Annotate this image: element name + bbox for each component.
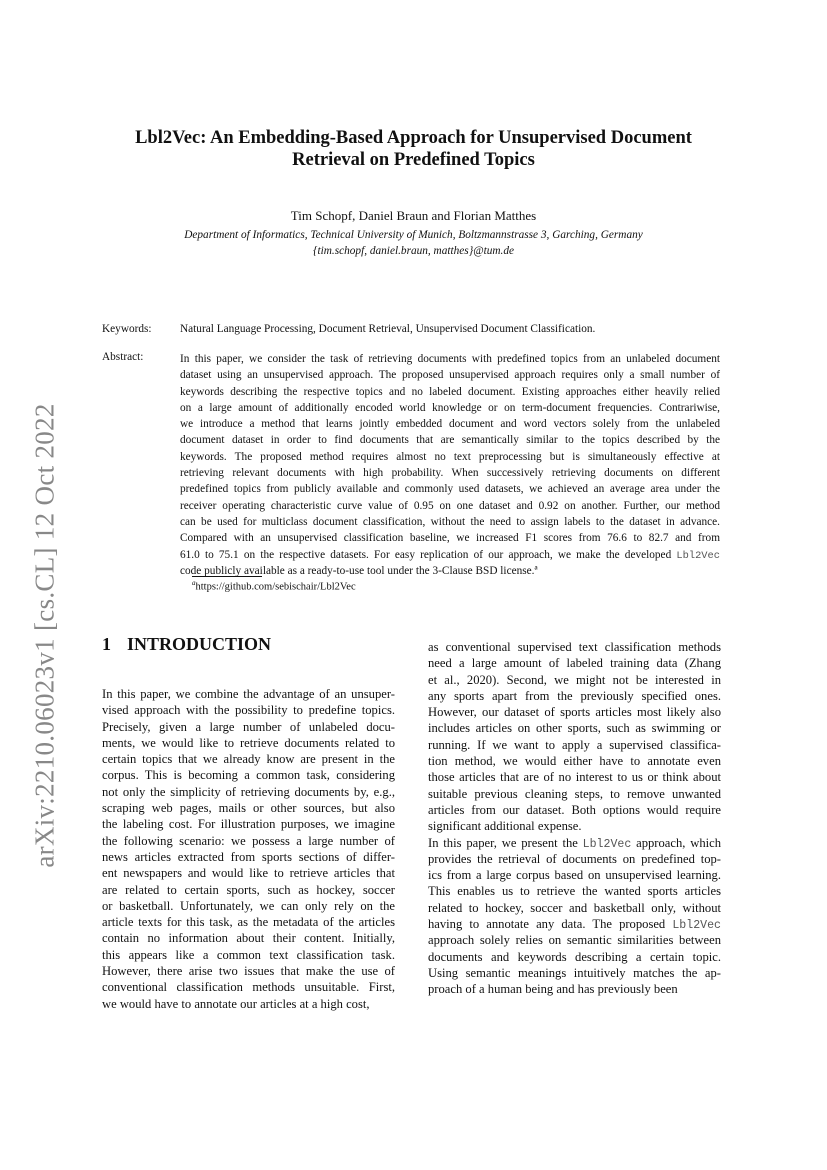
section-heading <box>102 634 271 655</box>
text-line: proach of a human being and has previously been <box>428 982 678 997</box>
text-line: keywords. The proposed method requires almost no text preprocessing but is simultaneously effective at <box>180 450 720 463</box>
text-line: Compared with an unsupervised classification baseline, we increased F1 scores from 76.6 to 82.7 and from <box>180 532 720 545</box>
text-line: the following scenario: we possess a large number of <box>102 833 395 848</box>
affiliation-block <box>0 228 827 259</box>
title-line: Lbl2Vec: An Embedding-Based Approach for Unsupervised Document <box>135 128 692 148</box>
text-line: Using semantic meanings intuitively matches the ap- <box>428 965 721 980</box>
text-line: we introduce a method that learns jointly embedded document and word vectors solely from the unlabeled <box>180 418 720 431</box>
text-line: retrieving relevant documents with high probability. When successively retrieving documents on different <box>180 467 720 480</box>
text-line: predefined topics from publicly available and commonly used datasets, we achieved an average area under the <box>180 483 720 496</box>
text-line: this appears like a common text classification task. <box>102 947 395 962</box>
text-line: suitable previous cleaning steps, to remove unwanted <box>428 786 721 801</box>
text-line: those articles that are of no interest to us or think about <box>428 770 721 785</box>
text-line: corpus. This is becoming a common task, considering <box>102 768 395 783</box>
text-line: can be used for multiclass document classification, without the need to assign labels to the dataset in advance. <box>180 515 720 528</box>
code-name: Lbl2Vec <box>676 549 720 562</box>
right-column-text <box>428 639 721 998</box>
text-line: contain no information about their content. Initially, <box>102 931 395 946</box>
text-line: tion method, we would either have to annotate even <box>428 754 721 769</box>
text-line: conventional classification methods unsuitable. First, <box>102 980 395 995</box>
text-line: on a large amount of additionally encoded world knowledge or on term-document frequencies. Contrariwise, <box>180 401 720 414</box>
code-name: Lbl2Vec <box>582 837 632 851</box>
text-line: not only the simplicity of retrieving documents by, e.g., <box>102 784 395 799</box>
paper-title <box>0 127 827 171</box>
text-line: code publicly available as a ready-to-use tool under the 3-Clause BSD license.ª <box>180 564 538 577</box>
text-line: the labeling cost. For illustration purposes, we imagine <box>102 817 395 832</box>
text-line: ent newspapers and would like to retrieve articles that <box>102 866 395 881</box>
text-line: In this paper, we present the Lbl2Vec approach, which <box>428 835 722 851</box>
text-line: vised approach with the possibility to predefine topics. <box>102 703 395 718</box>
text-line: articles from our dataset. Both options would require <box>428 802 721 817</box>
text-line: approach solely relies on semantic similarities between <box>428 933 721 948</box>
arxiv-identifier-stamp: arXiv:2210.06023v1 [cs.CL] 12 Oct 2022 <box>29 403 60 868</box>
text-line: ics from a large corpus based on unsupervised learning. <box>428 868 721 883</box>
text-line: However, there arise two issues that make the use of <box>102 964 395 979</box>
text-line: et al., 2020). Second, we might not be interested in <box>428 672 721 687</box>
footnote-url: https://github.com/sebischair/Lbl2Vec <box>195 581 356 593</box>
keywords-text: Natural Language Processing, Document Retrieval, Unsupervised Document Classification. <box>180 323 596 335</box>
text-line: receiver operating characteristic curve value of 0.95 on one dataset and 0.92 on another. Further, our method <box>180 499 720 512</box>
text-line: However, our dataset of sports articles most likely also <box>428 705 721 720</box>
abstract-text <box>180 351 720 579</box>
text-line: news articles extracted from sports sections of differ- <box>102 849 395 864</box>
keywords-label: Keywords: <box>102 323 152 335</box>
text-line: documents and keywords describing a certain topic. <box>428 949 721 964</box>
text-line: includes articles on other sports, such as swimming or <box>428 721 721 736</box>
text-line: article texts for this task, as the metadata of the articles <box>102 915 395 930</box>
abstract-label: Abstract: <box>102 351 144 363</box>
footnote-mark: a <box>192 579 196 587</box>
left-column-text <box>102 686 395 1012</box>
text-line: as conventional supervised text classification methods <box>428 640 721 654</box>
text-line: scraping web pages, mails or other sources, but also <box>102 801 395 816</box>
title-line: Retrieval on Predefined Topics <box>292 150 535 170</box>
text-line: In this paper, we consider the task of retrieving documents with predefined topics from an unlabeled document <box>180 353 720 365</box>
emails: {tim.schopf, daniel.braun, matthes}@tum.de <box>312 244 515 257</box>
section-number: 1 <box>102 634 111 654</box>
text-line: 61.0 to 75.1 on the respective datasets. For easy replication of our approach, we make the developed Lbl2Vec <box>180 548 720 562</box>
text-line: This enables us to retrieve the wanted sports articles <box>428 884 721 899</box>
text-line: significant additional expense. <box>428 819 582 834</box>
text-line: need a large amount of labeled training data (Zhang <box>428 656 721 671</box>
text-line: related to hockey, soccer and basketball only, without <box>428 900 721 915</box>
text-line: running. If we want to apply a supervised classifica- <box>428 737 721 752</box>
text-line: Precisely, given a large number of unlabeled docu- <box>102 719 395 734</box>
text-line: keywords describing the respective topics and no labeled document. Existing approaches either heavily relied <box>180 385 720 398</box>
text-line: dataset using an unsupervised approach. The proposed unsupervised approach requires only a small number of <box>180 369 720 382</box>
code-name: Lbl2Vec <box>672 919 721 933</box>
text-line: provides the retrieval of documents on predefined top- <box>428 851 721 866</box>
footnote <box>192 579 356 593</box>
text-line: In this paper, we combine the advantage of an unsuper- <box>102 687 395 701</box>
text-line: are related to certain sports, such as hockey, soccer <box>102 882 395 897</box>
text-line: any sports apart from the previously specified ones. <box>428 688 721 703</box>
authors: Tim Schopf, Daniel Braun and Florian Matthes <box>290 208 537 223</box>
text-line: we would have to annotate our articles at a high cost, <box>102 996 370 1011</box>
text-line: having to annotate any data. The proposed Lbl2Vec <box>428 917 721 933</box>
text-line: certain topics that we already know are present in the <box>102 752 395 767</box>
section-title: INTRODUCTION <box>127 634 272 654</box>
footnote-rule <box>192 576 262 577</box>
text-line: or basketball. Unfortunately, we can only rely on the <box>102 898 395 913</box>
text-line: document dataset in order to find documents that are semantically similar to the topics described by the <box>180 434 720 447</box>
affiliation: Department of Informatics, Technical University of Munich, Boltzmannstrasse 3, Garching, Germany <box>184 229 643 241</box>
text-line: ments, we would like to retrieve documents related to <box>102 735 395 750</box>
